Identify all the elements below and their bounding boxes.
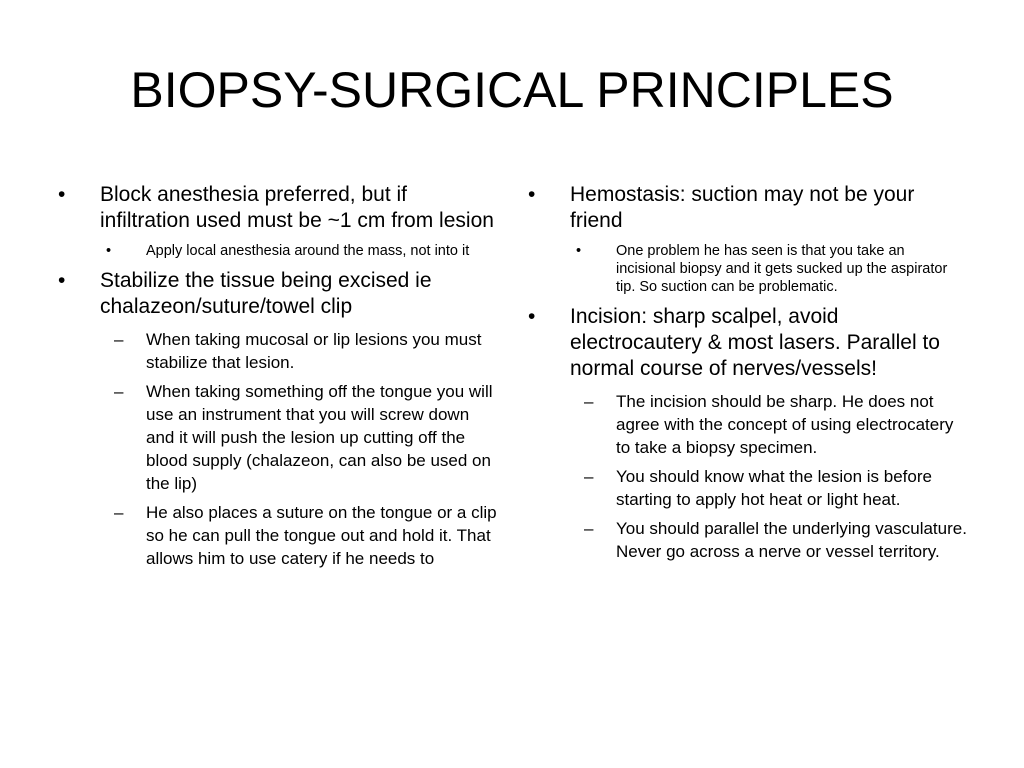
bullet-text: Block anesthesia preferred, but if infiltration used must be ~1 cm from lesion — [100, 183, 494, 232]
sub-bullet-item — [58, 380, 498, 495]
slide-title: BIOPSY-SURGICAL PRINCIPLES — [130, 62, 894, 118]
sub-bullet-text: The incision should be sharp. He does not agree with the concept of using electrocatery to take a biopsy specimen. — [616, 392, 954, 457]
dash-marker: – — [114, 330, 124, 349]
sub-bullet-item — [528, 390, 968, 459]
bullet-marker: • — [58, 183, 66, 206]
dash-marker: – — [584, 392, 594, 411]
bullet-text: Hemostasis: suction may not be your friend — [570, 183, 915, 232]
sub-bullet-item — [528, 517, 968, 563]
sub-bullet-marker: • — [576, 243, 582, 259]
bullet-item — [528, 304, 968, 382]
bullet-marker: • — [528, 305, 536, 328]
sub-bullet-item — [528, 465, 968, 511]
dash-marker: – — [114, 382, 124, 401]
sub-bullet-text: One problem he has seen is that you take an incisional biopsy and it gets sucked up the aspirator tip. So suction can be problematic. — [616, 243, 948, 295]
left-column — [58, 182, 498, 576]
bullet-text: Incision: sharp scalpel, avoid electrocautery & most lasers. Parallel to normal course of nerves/vessels! — [570, 305, 940, 380]
sub-bullet-item — [58, 501, 498, 570]
right-column — [528, 182, 968, 569]
sub-bullet-text: You should know what the lesion is before starting to apply hot heat or light heat. — [616, 467, 932, 509]
sub-bullet-text: When taking mucosal or lip lesions you must stabilize that lesion. — [146, 330, 482, 372]
bullet-item — [58, 182, 498, 234]
sub-bullet-item — [58, 242, 498, 260]
dash-marker: – — [114, 503, 124, 522]
sub-bullet-text: When taking something off the tongue you will use an instrument that you will screw down and it will push the lesion up cutting off the blood supply (chalazeon, can also be used on the lip) — [146, 382, 493, 493]
dash-marker: – — [584, 519, 594, 538]
sub-bullet-text: You should parallel the underlying vasculature. Never go across a nerve or vessel territory. — [616, 519, 967, 561]
sub-bullet-text: He also places a suture on the tongue or a clip so he can pull the tongue out and hold it. That allows him to use catery if he needs to — [146, 503, 497, 568]
bullet-marker: • — [58, 269, 66, 292]
bullet-marker: • — [528, 183, 536, 206]
dash-marker: – — [584, 467, 594, 486]
bullet-item — [528, 182, 968, 234]
bullet-item — [58, 268, 498, 320]
sub-bullet-item — [528, 242, 968, 296]
bullet-text: Stabilize the tissue being excised ie chalazeon/suture/towel clip — [100, 269, 432, 318]
sub-bullet-text: Apply local anesthesia around the mass, not into it — [146, 243, 470, 259]
sub-bullet-marker: • — [106, 243, 112, 259]
sub-bullet-item — [58, 328, 498, 374]
